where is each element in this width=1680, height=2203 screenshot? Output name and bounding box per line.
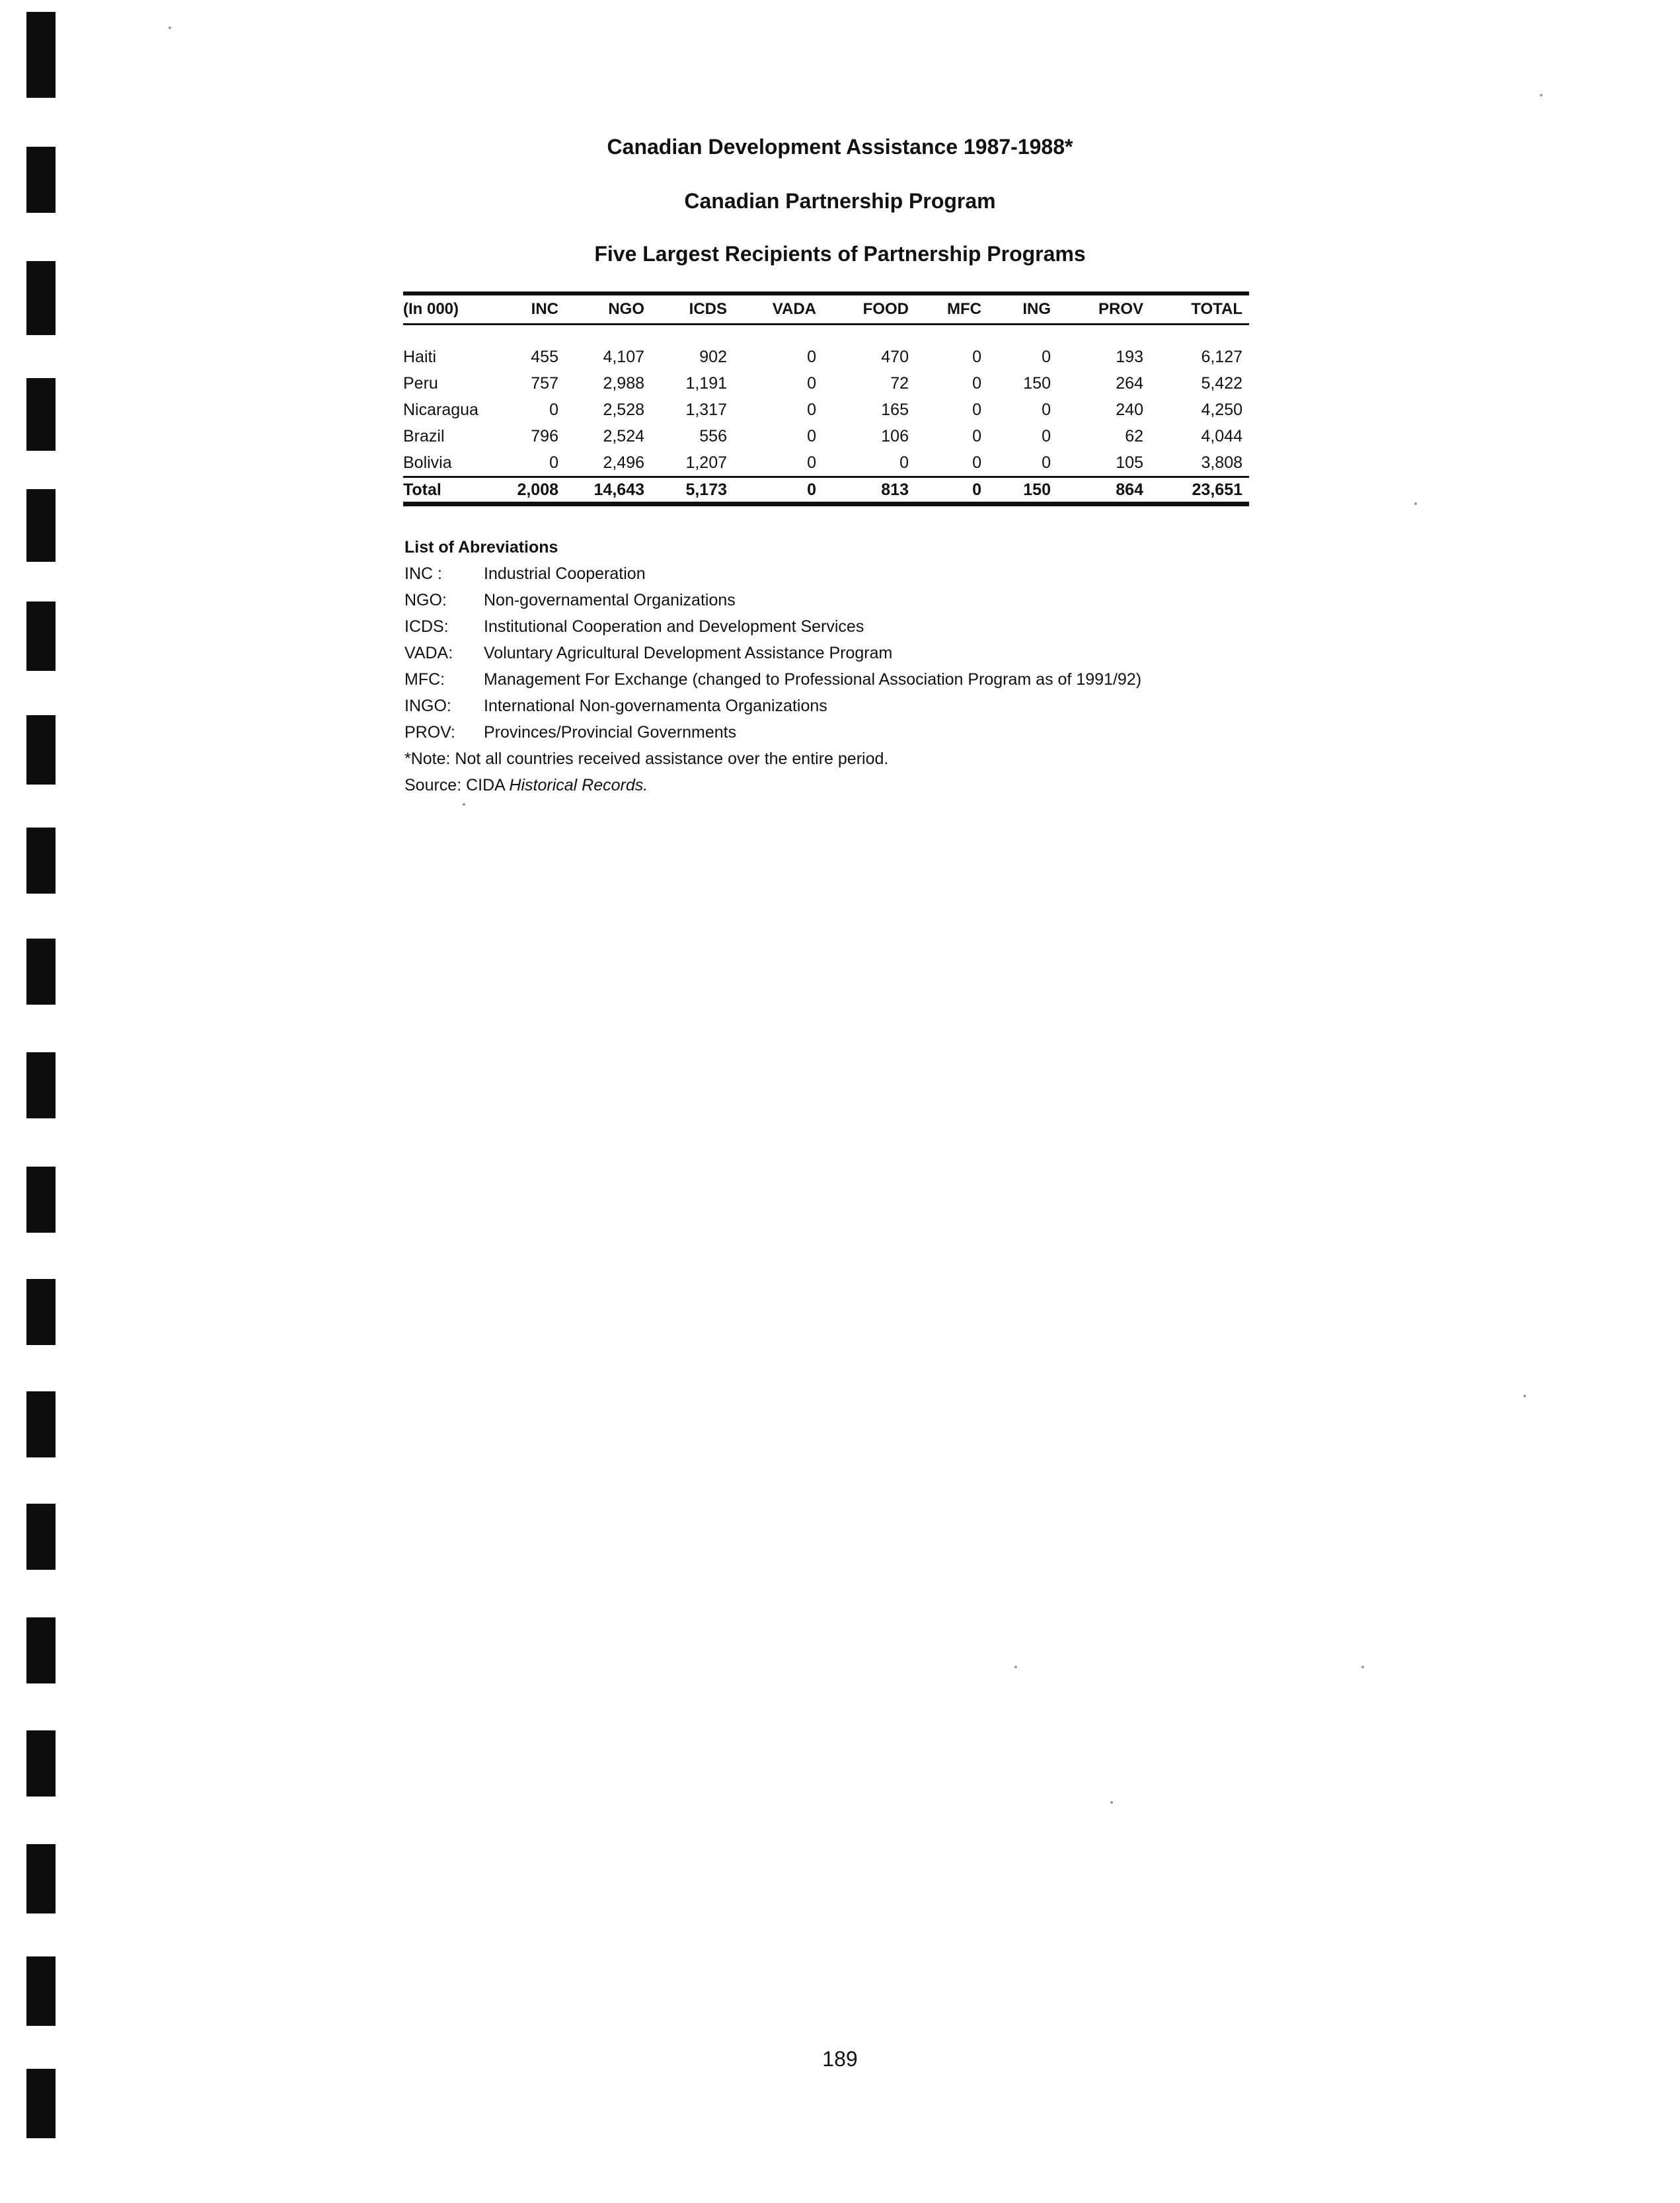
total-cell: 23,651 bbox=[1150, 477, 1249, 504]
total-cell: 0 bbox=[915, 477, 988, 504]
value-cell: 0 bbox=[972, 453, 981, 472]
value-cell: 0 bbox=[972, 347, 981, 366]
table-total-row bbox=[403, 477, 1249, 504]
speck bbox=[1110, 1801, 1113, 1804]
footnote: *Note: Not all countries received assistance over the entire period. bbox=[404, 750, 889, 768]
value-cell: 0 bbox=[972, 400, 981, 419]
document-subtitle: Canadian Partnership Program bbox=[684, 189, 996, 213]
abbreviation-value: Non-governamental Organizations bbox=[484, 591, 736, 609]
abbreviation-key: NGO: bbox=[404, 591, 447, 609]
total-cell: 150 bbox=[988, 477, 1057, 504]
binder-mark bbox=[26, 828, 56, 894]
abbreviation-item bbox=[404, 693, 1264, 719]
abbreviation-key: MFC: bbox=[404, 670, 445, 689]
binder-mark bbox=[26, 1504, 56, 1570]
value-cell: 4,044 bbox=[1201, 426, 1242, 445]
table-row bbox=[403, 423, 1249, 449]
value-cell: 105 bbox=[1116, 453, 1143, 472]
value-cell: 0 bbox=[807, 373, 816, 393]
value-cell: 165 bbox=[881, 400, 909, 419]
binder-mark bbox=[26, 2069, 56, 2138]
abbreviation-item bbox=[404, 719, 1264, 746]
abbreviation-item bbox=[404, 613, 1264, 640]
binder-mark bbox=[26, 489, 56, 562]
total-cell: 14,643 bbox=[565, 477, 651, 504]
source-title: Historical Records. bbox=[509, 776, 648, 794]
abbreviation-value: Industrial Cooperation bbox=[484, 564, 646, 583]
abbreviation-key: ICDS: bbox=[404, 617, 449, 636]
column-header: VADA bbox=[734, 293, 823, 325]
column-header: MFC bbox=[915, 293, 988, 325]
abbreviation-value: Institutional Cooperation and Development Services bbox=[484, 617, 864, 636]
country-cell: Bolivia bbox=[403, 453, 452, 472]
abbreviation-value: Provinces/Provincial Governments bbox=[484, 723, 737, 742]
value-cell: 0 bbox=[1042, 347, 1051, 366]
value-cell: 1,207 bbox=[685, 453, 727, 472]
value-cell: 4,107 bbox=[603, 347, 644, 366]
country-cell: Nicaragua bbox=[403, 400, 478, 419]
speck bbox=[1014, 1666, 1017, 1668]
value-cell: 5,422 bbox=[1201, 373, 1242, 393]
value-cell: 3,808 bbox=[1201, 453, 1242, 472]
column-header: NGO bbox=[565, 293, 651, 325]
document-title: Canadian Development Assistance 1987-1988* bbox=[607, 135, 1073, 159]
abbreviation-item bbox=[404, 640, 1264, 666]
value-cell: 0 bbox=[1042, 400, 1051, 419]
speck bbox=[463, 803, 465, 806]
binder-mark bbox=[26, 12, 56, 98]
table-caption: Five Largest Recipients of Partnership Programs bbox=[594, 242, 1086, 266]
abbreviation-key: INC : bbox=[404, 564, 442, 583]
total-cell: 864 bbox=[1057, 477, 1150, 504]
value-cell: 0 bbox=[1042, 426, 1051, 445]
total-cell: 0 bbox=[734, 477, 823, 504]
abbreviation-item bbox=[404, 560, 1264, 587]
value-cell: 0 bbox=[899, 453, 909, 472]
value-cell: 0 bbox=[549, 453, 558, 472]
value-cell: 2,496 bbox=[603, 453, 644, 472]
binder-mark bbox=[26, 601, 56, 671]
speck bbox=[1540, 94, 1543, 97]
value-cell: 0 bbox=[807, 426, 816, 445]
column-header: (In 000) bbox=[403, 293, 509, 325]
value-cell: 0 bbox=[972, 373, 981, 393]
speck bbox=[1414, 502, 1417, 505]
table-row bbox=[403, 449, 1249, 477]
value-cell: 72 bbox=[890, 373, 909, 393]
table-row bbox=[403, 344, 1249, 370]
abbreviation-value: Management For Exchange (changed to Professional Association Program as of 1991/92) bbox=[484, 670, 1142, 689]
binder-mark bbox=[26, 715, 56, 785]
binder-mark bbox=[26, 378, 56, 451]
value-cell: 2,528 bbox=[603, 400, 644, 419]
column-header: ICDS bbox=[651, 293, 734, 325]
binder-mark bbox=[26, 1391, 56, 1457]
value-cell: 0 bbox=[807, 347, 816, 366]
abbreviation-item bbox=[404, 587, 1264, 613]
value-cell: 2,524 bbox=[603, 426, 644, 445]
value-cell: 4,250 bbox=[1201, 400, 1242, 419]
speck bbox=[1523, 1395, 1526, 1397]
value-cell: 240 bbox=[1116, 400, 1143, 419]
country-cell: Brazil bbox=[403, 426, 445, 445]
binder-mark bbox=[26, 1730, 56, 1797]
abbreviation-item bbox=[404, 666, 1264, 693]
total-cell: 5,173 bbox=[651, 477, 734, 504]
value-cell: 0 bbox=[972, 426, 981, 445]
binder-mark bbox=[26, 1279, 56, 1345]
binder-mark bbox=[26, 1844, 56, 1913]
binder-mark bbox=[26, 939, 56, 1005]
value-cell: 902 bbox=[699, 347, 727, 366]
value-cell: 0 bbox=[807, 400, 816, 419]
column-header: PROV bbox=[1057, 293, 1150, 325]
column-header: ING bbox=[988, 293, 1057, 325]
value-cell: 150 bbox=[1023, 373, 1051, 393]
abbreviation-key: INGO: bbox=[404, 697, 451, 715]
value-cell: 6,127 bbox=[1201, 347, 1242, 366]
speck bbox=[169, 26, 171, 29]
value-cell: 0 bbox=[807, 453, 816, 472]
source-prefix: Source: CIDA bbox=[404, 776, 510, 794]
source-line bbox=[404, 772, 1264, 798]
column-header: FOOD bbox=[823, 293, 915, 325]
table-row bbox=[403, 397, 1249, 423]
value-cell: 556 bbox=[699, 426, 727, 445]
total-cell: 2,008 bbox=[509, 477, 565, 504]
abbreviation-key: VADA: bbox=[404, 644, 453, 662]
abbreviations-title: List of Abreviations bbox=[404, 538, 558, 557]
page-number: 189 bbox=[822, 2047, 858, 2071]
table-header-row bbox=[403, 293, 1249, 325]
value-cell: 0 bbox=[549, 400, 558, 419]
value-cell: 62 bbox=[1125, 426, 1143, 445]
value-cell: 1,191 bbox=[685, 373, 727, 393]
value-cell: 470 bbox=[881, 347, 909, 366]
country-cell: Haiti bbox=[403, 347, 437, 366]
total-cell: 813 bbox=[823, 477, 915, 504]
value-cell: 2,988 bbox=[603, 373, 644, 393]
abbreviation-key: PROV: bbox=[404, 723, 455, 742]
value-cell: 757 bbox=[531, 373, 558, 393]
column-header: INC bbox=[509, 293, 565, 325]
value-cell: 0 bbox=[1042, 453, 1051, 472]
abbreviations-list bbox=[404, 534, 1264, 798]
spacer-row bbox=[403, 325, 1249, 344]
value-cell: 193 bbox=[1116, 347, 1143, 366]
abbreviation-value: Voluntary Agricultural Development Assistance Program bbox=[484, 644, 893, 662]
total-label: Total bbox=[403, 477, 509, 504]
value-cell: 106 bbox=[881, 426, 909, 445]
value-cell: 455 bbox=[531, 347, 558, 366]
binder-mark bbox=[26, 261, 56, 335]
table-row bbox=[403, 370, 1249, 397]
column-header: TOTAL bbox=[1150, 293, 1249, 325]
binder-mark bbox=[26, 1617, 56, 1683]
country-cell: Peru bbox=[403, 373, 438, 393]
binder-mark bbox=[26, 1052, 56, 1118]
abbreviation-value: International Non-governamenta Organizations bbox=[484, 697, 827, 715]
binder-mark bbox=[26, 1167, 56, 1233]
recipients-table bbox=[403, 291, 1249, 506]
binder-mark bbox=[26, 1956, 56, 2026]
value-cell: 1,317 bbox=[685, 400, 727, 419]
speck bbox=[1361, 1666, 1364, 1668]
value-cell: 264 bbox=[1116, 373, 1143, 393]
value-cell: 796 bbox=[531, 426, 558, 445]
